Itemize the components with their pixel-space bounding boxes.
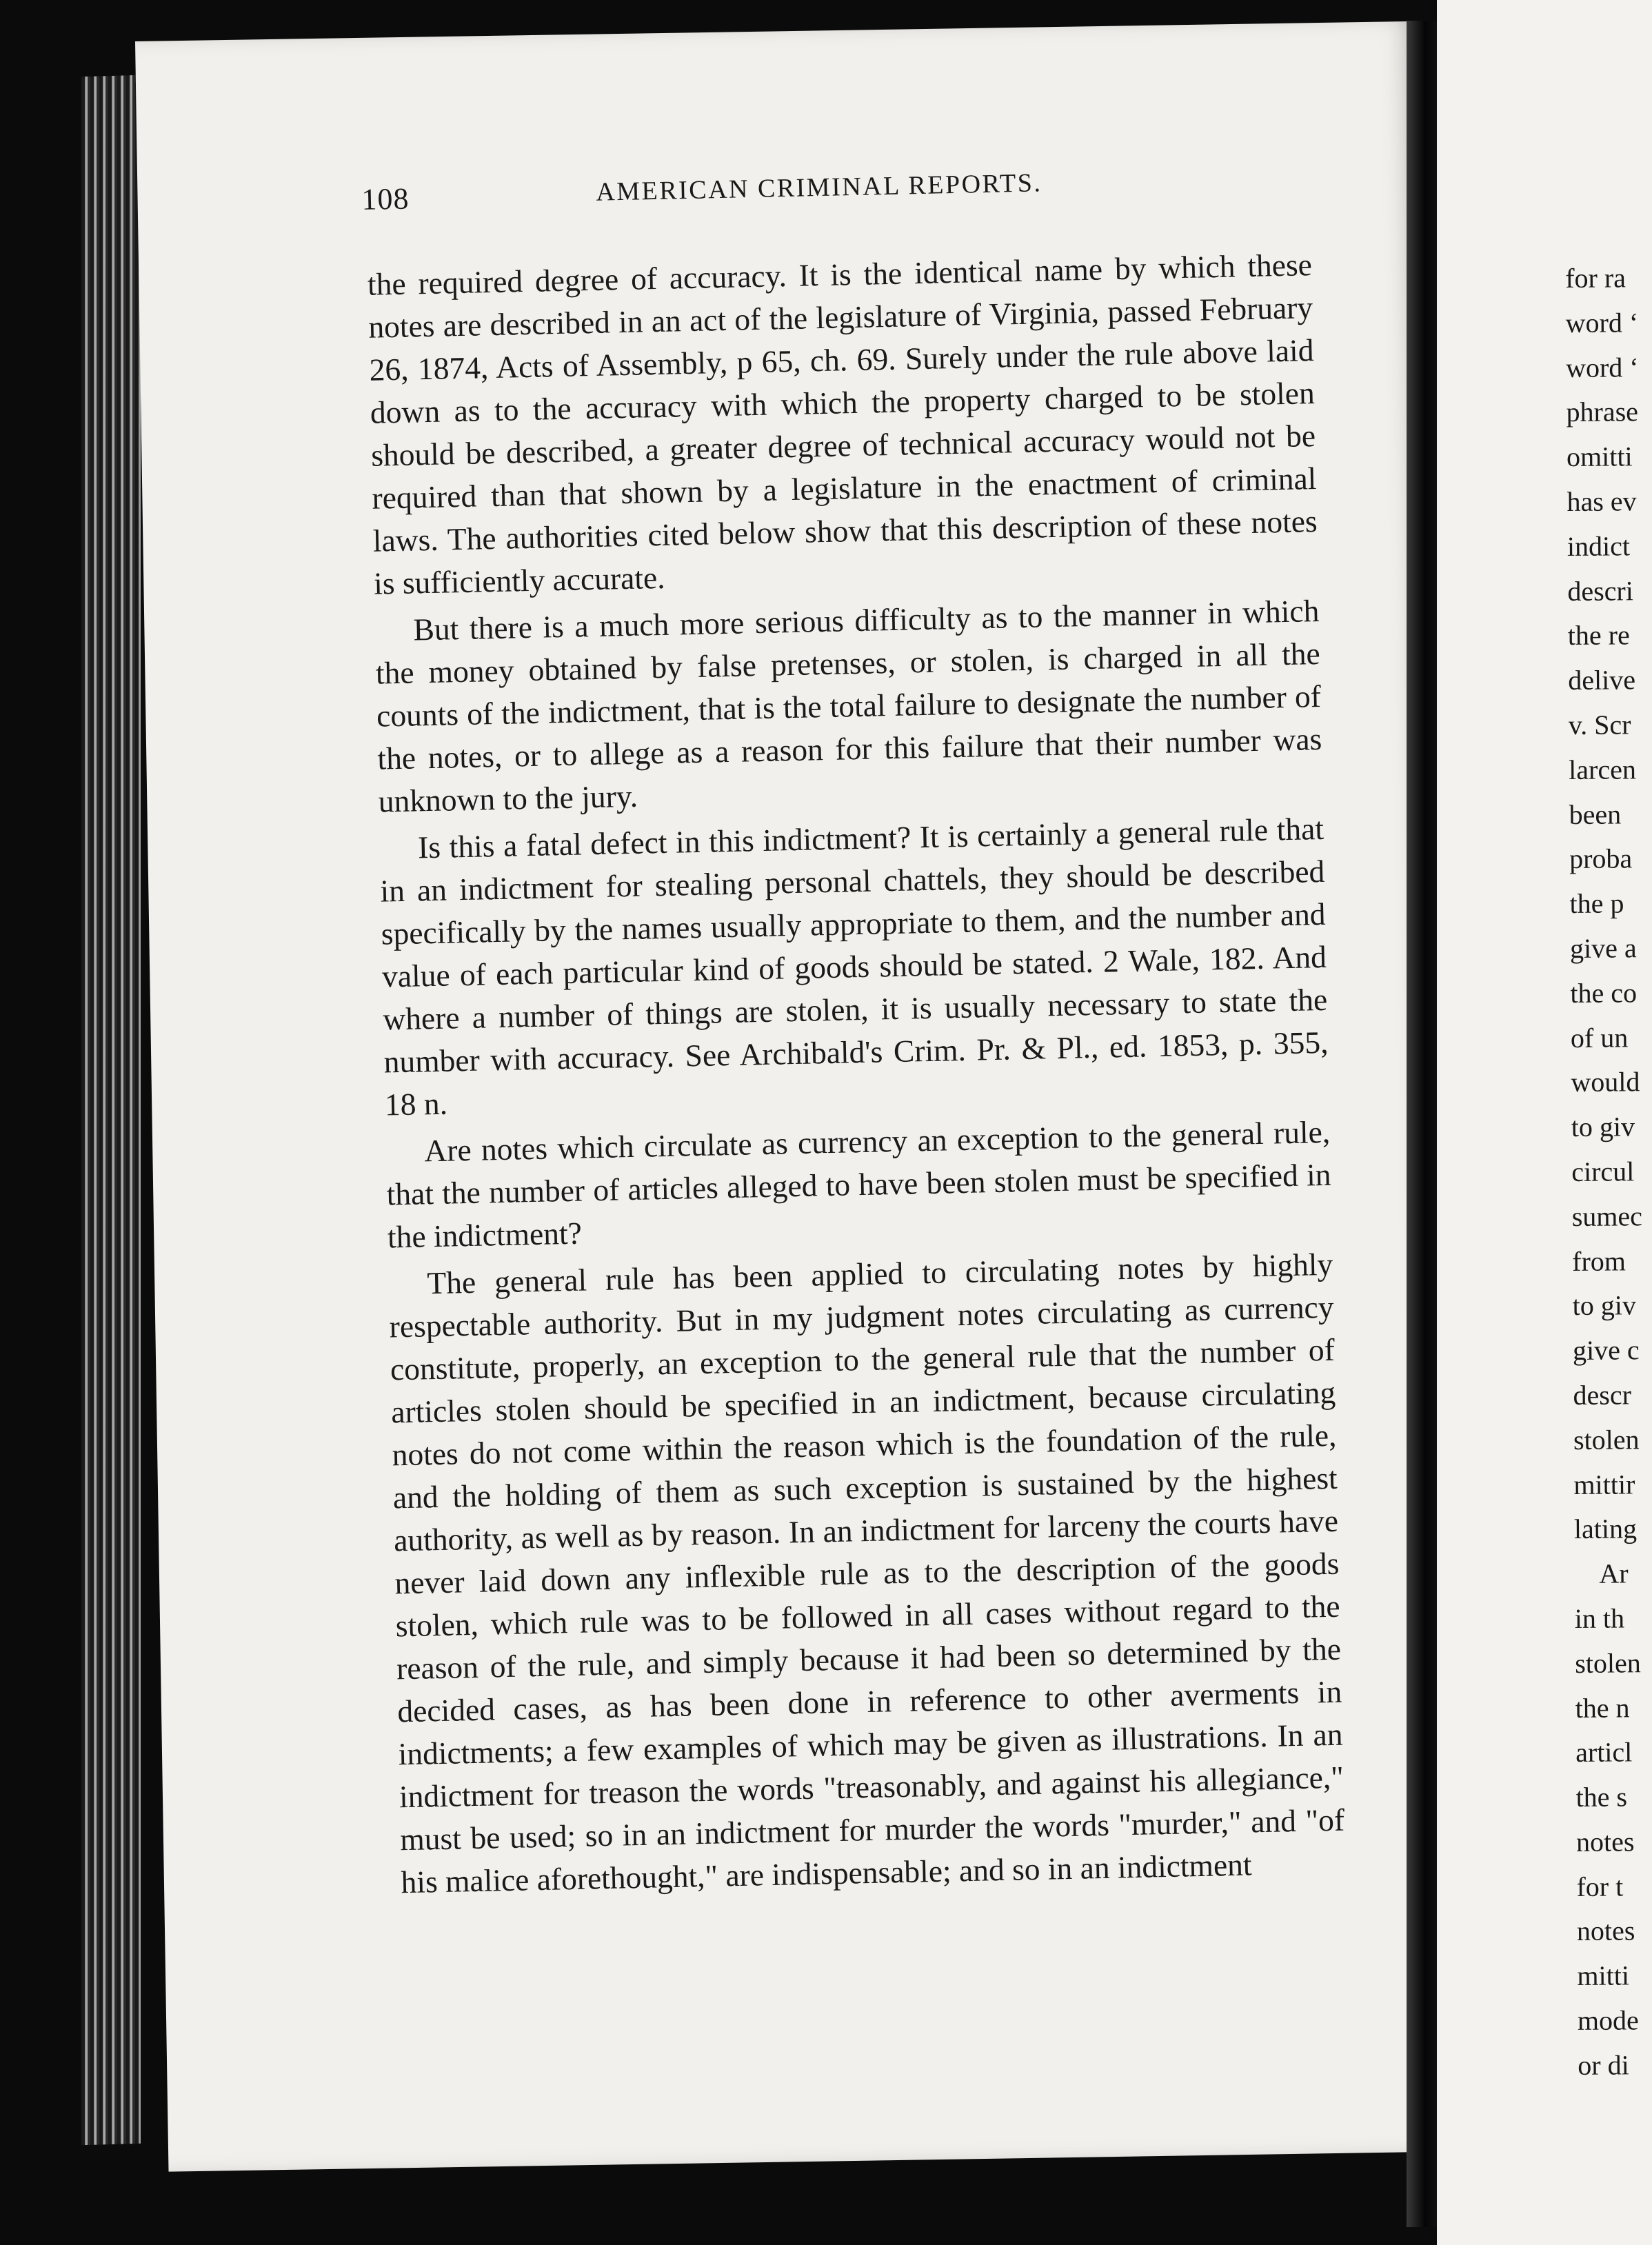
- facing-page-line: the co: [1570, 977, 1638, 1009]
- facing-page-line: stolen: [1575, 1647, 1641, 1679]
- facing-page-line: descri: [1567, 574, 1634, 607]
- facing-page-line: larcen: [1569, 754, 1637, 785]
- facing-page-line: v. Scr: [1568, 709, 1631, 741]
- page-content: [228, 162, 1360, 1907]
- facing-page-line: has ev: [1567, 485, 1637, 517]
- facing-page-line: been: [1569, 798, 1622, 830]
- paragraph: the required degree of accuracy. It is the identical name by which these notes are described in an act of the legislature of Virginia, passed February 26, 1874, Acts of Assembly, p 65, ch. 69. Surely under the rule above laid down as to the accuracy with which the property charged to be stolen should be described, a greater degree of technical accuracy would not be required than that shown by a legislature in the enactment of criminal laws. The authorities cited below show that this description of these notes is sufficiently accurate.: [367, 247, 1318, 601]
- facing-page-line: lating: [1573, 1513, 1638, 1545]
- facing-page-line: word ‘: [1565, 351, 1639, 383]
- paragraph: But there is a much more serious difficulty as to the manner in which the money obtained by false pretenses, or stolen, is charged in all the counts of the indictment, that is the total failure to designate the number of the notes, or to allege as a reason for this failure that their number was unknown to the jury.: [375, 592, 1322, 819]
- facing-page-text: [1565, 256, 1652, 2088]
- facing-page-line: indict: [1567, 530, 1631, 562]
- facing-page-line: delive: [1568, 664, 1636, 696]
- page-edges: [81, 75, 141, 2145]
- facing-page-line: give a: [1569, 932, 1637, 964]
- facing-page-line: the p: [1569, 887, 1624, 920]
- facing-page-line: for t: [1576, 1871, 1624, 1902]
- paragraph: Is this a fatal defect in this indictment? It is certainly a general rule that in an indictment for stealing personal chattels, they should be described specifically by the names usually appropriate to them, and the number and value of each particular kind of goods should be stated. 2 Wale, 182. And where a number of things are stolen, it is usually necessary to state the number with accuracy. See Archibald's Crim. Pr. & Pl., ed. 1853, p. 355, 18 n.: [379, 810, 1329, 1122]
- facing-page-line: mittir: [1573, 1468, 1635, 1500]
- book-gutter: [1407, 21, 1437, 2227]
- facing-page-line: mode: [1577, 2004, 1639, 2037]
- facing-page-line: to giv: [1572, 1289, 1637, 1322]
- facing-page-line: descr: [1573, 1379, 1632, 1411]
- page-number: 108: [361, 181, 410, 217]
- facing-page-line: would: [1571, 1066, 1640, 1098]
- facing-page-line: to giv: [1571, 1111, 1635, 1143]
- facing-page-line: omitti: [1566, 441, 1633, 473]
- facing-page-line: sumec: [1571, 1200, 1643, 1232]
- facing-page-line: stolen: [1573, 1424, 1640, 1456]
- facing-page-line: proba: [1569, 843, 1633, 875]
- facing-page-line: the s: [1575, 1781, 1628, 1813]
- facing-page-line: mitti: [1577, 1960, 1630, 1992]
- facing-page-line: articl: [1575, 1736, 1633, 1769]
- facing-page-line: the n: [1575, 1691, 1630, 1724]
- facing-page-line: give c: [1572, 1334, 1640, 1367]
- paragraph: The general rule has been applied to circulating notes by highly respectable authority. But in my judgment notes circulating as currency constitute, properly, an exception to the general rule that the number of articles stolen should be specified in an indictment, because circulating notes do not come within the reason which is the foundation of the rule, and the holding of them as such exception is sustained by the highest authority, as well as by reason. In an indictment for larceny the courts have never laid down any inflexible rule as to the description of the goods stolen, which rule was to be followed in all cases without regard to the reason of the rule, and simply because it had been so determined by the decided cases, as has been done in reference to other averments in indictments; a few examples of which may be given as illustrations. In an indictment for treason the words "treasonably, and against his allegiance," must be used; so in an indictment for murder the words "murder," and "of his malice aforethought," are indispensable; and so in an indictment: [389, 1246, 1345, 1900]
- facing-page-line: phrase: [1566, 396, 1639, 428]
- facing-page-line: from: [1572, 1245, 1626, 1277]
- facing-page-line: for ra: [1565, 262, 1626, 294]
- paragraph: Are notes which circulate as currency an exception to the general rule, that the number of articles alleged to have been stolen must be specified in the indictment?: [386, 1114, 1331, 1255]
- facing-page-line: the re: [1567, 619, 1630, 652]
- body-text: [367, 243, 1346, 1904]
- facing-page-line: notes: [1576, 1915, 1635, 1947]
- facing-page-line: notes: [1575, 1826, 1635, 1858]
- facing-page-line: word ‘: [1565, 307, 1639, 339]
- facing-page-line: or di: [1578, 2049, 1629, 2081]
- facing-page-line: of un: [1570, 1021, 1629, 1054]
- running-head-title: AMERICAN CRIMINAL REPORTS.: [595, 168, 1042, 207]
- facing-page-line: circul: [1571, 1156, 1635, 1187]
- facing-page-line: in th: [1574, 1602, 1625, 1634]
- facing-page-line: Ar: [1599, 1558, 1629, 1589]
